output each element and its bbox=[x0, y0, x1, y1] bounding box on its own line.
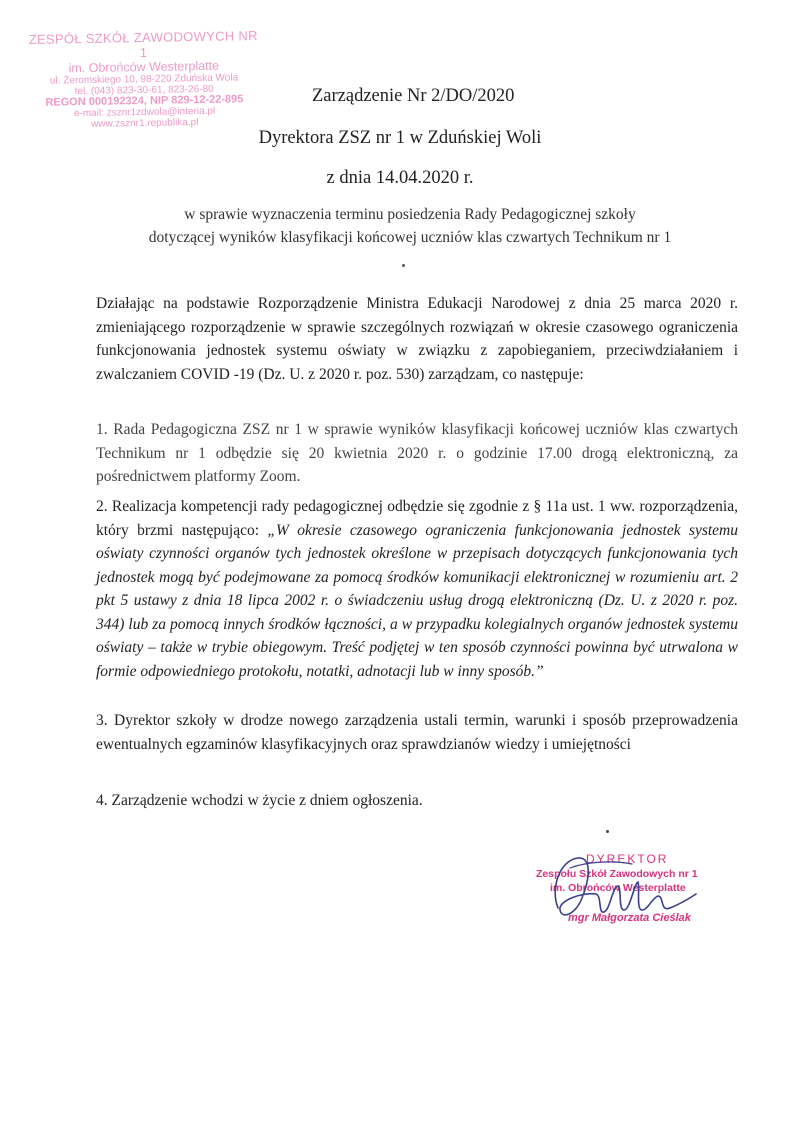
signature-flourish bbox=[570, 862, 632, 868]
school-stamp-address: ul. Żeromskiego 10, 98-220 Zduńska Wola bbox=[49, 72, 239, 87]
director-stamp-name: mgr Małgorzata Cieślak bbox=[568, 912, 691, 924]
point-2 bbox=[96, 495, 738, 683]
school-stamp-phone: tel. (043) 823-30-61, 823-26-80 bbox=[74, 83, 214, 98]
director-stamp-title: DYREKTOR bbox=[586, 852, 669, 866]
subject-line-1: w sprawie wyznaczenia terminu posiedzenia Rady Pedagogicznej szkoły bbox=[184, 206, 636, 223]
point-4: 4. Zarządzenie wchodzi w życie z dniem ogłoszenia. bbox=[96, 792, 423, 809]
school-stamp-patron: im. Obrońców Westerplatte bbox=[68, 58, 220, 76]
document-issuer: Dyrektora ZSZ nr 1 w Zduńskiej Woli bbox=[258, 128, 542, 148]
point-1: 1. Rada Pedagogiczna ZSZ nr 1 w sprawie wyników klasyfikacji końcowej uczniów klas czwartych Technikum nr 1 odbędzie się 20 kwietnia 2020 r. o godzinie 17.00 drogą elektroniczną, za pośrednictwem platformy Zoom. bbox=[96, 421, 738, 485]
document-title: Zarządzenie Nr 2/DO/2020 bbox=[312, 86, 515, 106]
point-3: 3. Dyrektor szkoły w drodze nowego zarządzenia ustali termin, warunki i sposób przeprowadzenia ewentualnych egzaminów klasyfikacyjnych oraz sprawdzianów wiedzy i umiejętności bbox=[96, 712, 738, 753]
intro-paragraph: Działając na podstawie Rozporządzenie Ministra Edukacji Narodowej z dnia 25 marca 2020 r. zmieniającego rozporządzenie w sprawie szczególnych rozwiązań w okresie czasowego ograniczenia funkcjonowania jednostek systemu oświaty w związku z zapobieganiem, przeciwdziałaniem i zwalczaniem COVID -19 (Dz. U. z 2020 r. poz. 530) zarządzam, co następuje: bbox=[96, 295, 738, 383]
point-2-lead: 2. Realizacja kompetencji rady pedagogicznej odbędzie się zgodnie z § 11a ust. 1 ww. rozporządzenia, który brzmi następująco: bbox=[96, 498, 738, 539]
point-2-quote: „W okresie czasowego ograniczenia funkcjonowania jednostek systemu oświaty czynności organów tych jednostek określone w przepisach dotyczących funkcjonowania tych jednostek mogą być podejmowane za pomocą środków komunikacji elektronicznej w rozumieniu art. 2 pkt 5 ustawy z dnia 18 lipca 2002 r. o świadczeniu usług drogą elektroniczną (Dz. U. z 2020 r. poz. 344) lub za pomocą innych środków łączności, a w przypadku kolegialnych organów jednostek systemu oświaty – także w trybie obiegowym. Treść podjętej w ten sposób czynności powinna być utrwalona w formie odpowiedniego protokołu, notatki, adnotacji lub w inny sposób.” bbox=[96, 521, 739, 680]
separator-dot bbox=[402, 264, 405, 267]
document-date: z dnia 14.04.2020 r. bbox=[326, 168, 474, 188]
handwritten-signature bbox=[540, 848, 700, 948]
school-stamp bbox=[27, 28, 261, 131]
school-stamp-email: e-mail: zsznr1zdwola@interia.pl bbox=[73, 105, 216, 120]
director-stamp-school: Zespołu Szkół Zawodowych nr 1 bbox=[536, 868, 698, 880]
school-stamp-regon: REGON 000192324, NIP 829-12-22-895 bbox=[45, 93, 244, 109]
director-stamp-patron: im. Obrońców Westerplatte bbox=[550, 882, 686, 894]
document-subject bbox=[110, 203, 710, 249]
school-stamp-name: ZESPÓŁ SZKÓŁ ZAWODOWYCH NR 1 bbox=[28, 28, 258, 61]
separator-dot-2 bbox=[606, 830, 609, 833]
subject-line-2: dotyczącej wyników klasyfikacji końcowej uczniów klas czwartych Technikum nr 1 bbox=[148, 229, 672, 246]
school-stamp-www: www.zsznr1.republika.pl bbox=[91, 117, 199, 130]
